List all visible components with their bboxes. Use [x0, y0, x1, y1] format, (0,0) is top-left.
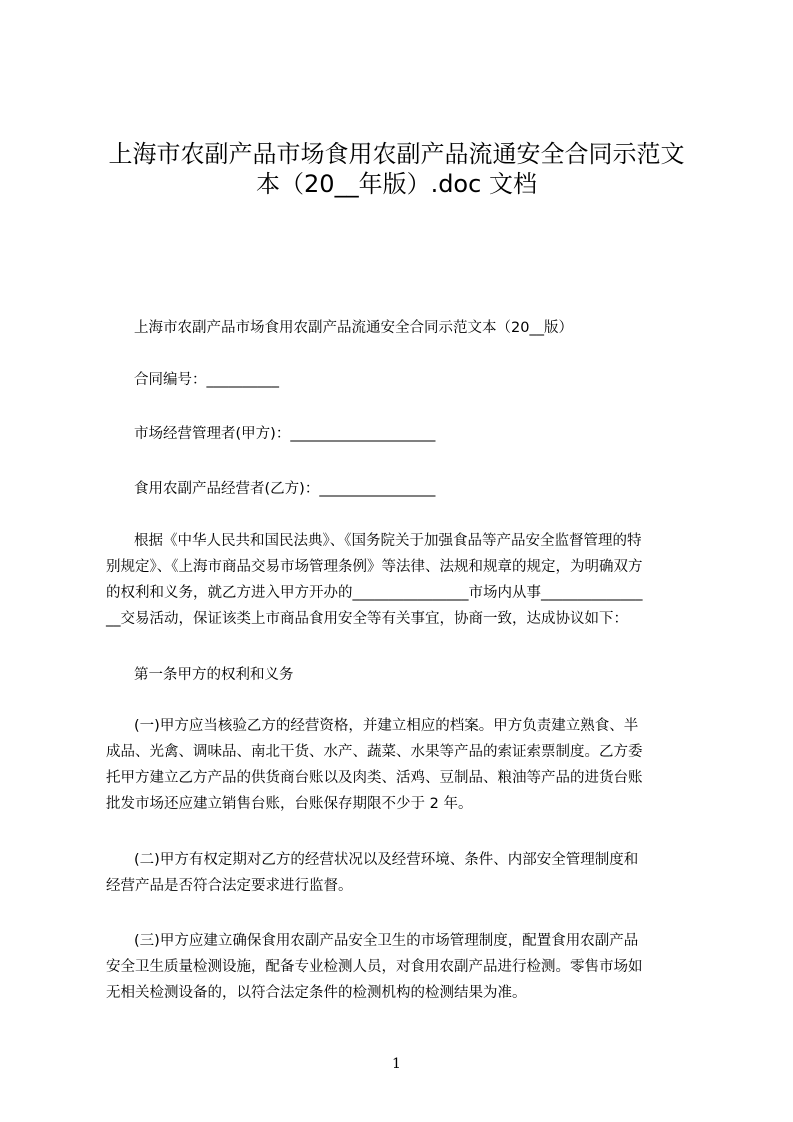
preamble-line: 根据《中华人民共和国民法典》、《国务院关于加强食品等产品安全监督管理的特: [134, 533, 642, 549]
clause-1-paragraph: [106, 713, 700, 817]
document-title: [100, 139, 693, 199]
clause-line: 托甲方建立乙方产品的供货商台账以及肉类、活鸡、豆制品、粮油等产品的进货台账: [106, 770, 643, 786]
clause-line: (一)甲方应当核验乙方的经营资格，并建立相应的档案。甲方负责建立熟食、半: [134, 718, 639, 734]
contract-number-field: 合同编号：__________: [134, 372, 279, 388]
preamble-line: 的权利和义务，就乙方进入甲方开办的________________市场内从事______________: [106, 585, 643, 601]
document-title-line-1: 上海市农副产品市场食用农副产品流通安全合同示范文: [108, 140, 685, 168]
clause-line: 批发市场还应建立销售台账，台账保存期限不少于 2 年。: [106, 796, 473, 812]
clause-line: (三)甲方应建立确保食用农副产品安全卫生的市场管理制度，配置食用农副产品: [134, 933, 639, 949]
preamble-paragraph: [106, 528, 700, 632]
clause-3-paragraph: [106, 928, 700, 1006]
preamble-line: 别规定》、《上海市商品交易市场管理条例》等法律、法规和规章的规定，为明确双方: [106, 559, 643, 575]
contract-subtitle: 上海市农副产品市场食用农副产品流通安全合同示范文本（20__版）: [134, 320, 573, 336]
clause-line: 成品、光禽、调味品、南北干货、水产、蔬菜、水果等产品的索证索票制度。乙方委: [106, 744, 643, 760]
clause-line: 经营产品是否符合法定要求进行监督。: [106, 878, 353, 894]
page-number: 1: [392, 1056, 401, 1072]
party-b-field: 食用农副产品经营者(乙方)：________________: [134, 481, 436, 497]
clause-line: (二)甲方有权定期对乙方的经营状况以及经营环境、条件、内部安全管理制度和: [134, 852, 639, 868]
preamble-line: __交易活动，保证该类上市商品食用安全等有关事宜，协商一致，达成协议如下：: [106, 611, 628, 627]
article-1-heading: 第一条甲方的权利和义务: [134, 667, 294, 683]
clause-line: 安全卫生质量检测设施，配备专业检测人员，对食用农副产品进行检测。零售市场如: [106, 959, 643, 975]
party-a-field: 市场经营管理者(甲方)：____________________: [134, 426, 436, 442]
clause-2-paragraph: [106, 847, 700, 899]
document-title-line-2: 本（20__年版）.doc 文档: [256, 170, 537, 198]
clause-line: 无相关检测设备的，以符合法定条件的检测机构的检测结果为准。: [106, 985, 527, 1001]
